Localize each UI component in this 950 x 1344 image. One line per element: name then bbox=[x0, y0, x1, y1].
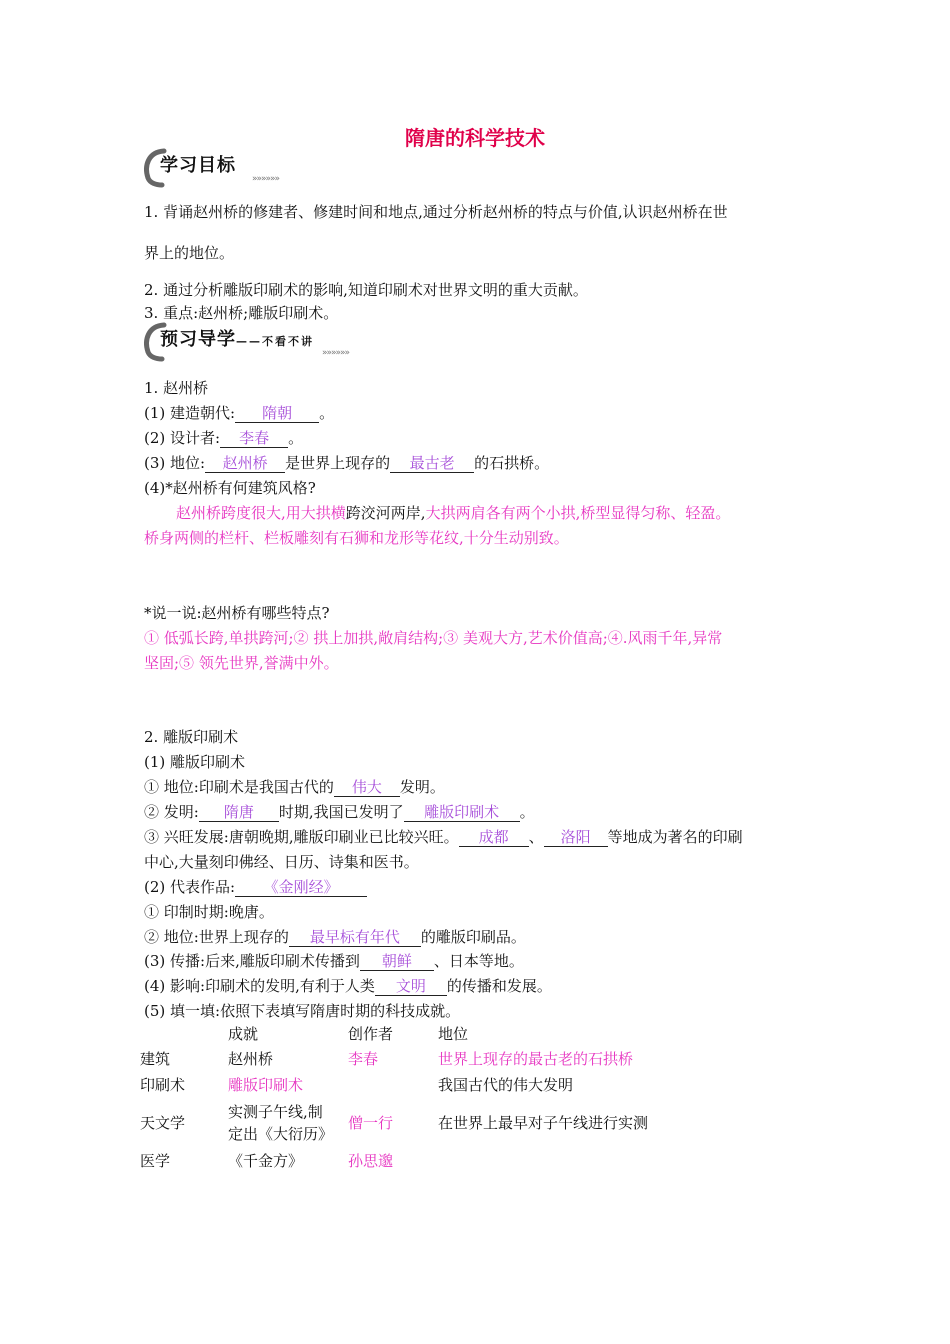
goal-line-1: 1. 背诵赵州桥的修建者、修建时间和地点,通过分析赵州桥的特点与价值,认识赵州桥在世 bbox=[144, 203, 728, 221]
answer: 李春 bbox=[239, 429, 270, 447]
answer: 赵州桥 bbox=[222, 454, 268, 472]
answer-blank bbox=[334, 778, 400, 797]
answer-blank bbox=[235, 404, 319, 423]
label: (2) 代表作品: bbox=[144, 878, 236, 896]
text: 的雕版印刷品。 bbox=[420, 928, 526, 946]
answer-blank bbox=[220, 429, 288, 448]
text: 。 bbox=[519, 803, 535, 821]
answer-blank bbox=[205, 454, 285, 473]
table-cell-status: 我国古代的伟大发明 bbox=[438, 1076, 574, 1094]
arrow-decoration-icon: »»»»»» bbox=[252, 174, 280, 184]
q1-dynasty bbox=[144, 403, 334, 423]
say-answer-1: ① 低弧长跨,单拱跨河;② 拱上加拱,敞肩结构;③ 美观大方,艺术价值高;④.风雨千年,异常 bbox=[144, 629, 723, 647]
table-row bbox=[140, 1148, 698, 1174]
q2-sub2 bbox=[144, 877, 367, 897]
table-cell-creator bbox=[348, 1072, 438, 1098]
tech-achievements-table bbox=[140, 1022, 698, 1174]
text: 时期,我国已发明了 bbox=[278, 803, 404, 821]
answer: 大拱两肩各有两个小拱,桥型显得匀称、轻盈。 bbox=[425, 504, 731, 522]
q2-line-5 bbox=[144, 927, 526, 947]
text: (3) 传播:后来,雕版印刷术传播到 bbox=[144, 952, 360, 970]
text: 的石拱桥。 bbox=[474, 454, 550, 472]
text: 、 bbox=[528, 828, 544, 846]
text: 发明。 bbox=[399, 778, 445, 796]
punct: 。 bbox=[319, 404, 335, 422]
section-badge-goals bbox=[142, 148, 282, 188]
table-cell-field: 印刷术 bbox=[140, 1076, 186, 1094]
table-cell-creator: 僧一行 bbox=[348, 1114, 394, 1132]
table-row bbox=[140, 1098, 698, 1148]
table-cell-creator: 李春 bbox=[348, 1050, 379, 1068]
answer-blank bbox=[199, 803, 279, 822]
text: (4) 影响:印刷术的发明,有利于人类 bbox=[144, 977, 375, 995]
table-cell-status: 在世界上最早对子午线进行实测 bbox=[438, 1114, 649, 1132]
table-row bbox=[140, 1046, 698, 1072]
table-header-row bbox=[140, 1022, 698, 1046]
q2-line-1 bbox=[144, 777, 445, 797]
section-heading-main: 预习导学 bbox=[160, 329, 236, 350]
label: (2) 设计者: bbox=[144, 429, 221, 447]
text: 、日本等地。 bbox=[433, 952, 524, 970]
table-cell-achievement: 《千金方》 bbox=[228, 1152, 304, 1170]
section-badge-preview bbox=[142, 322, 372, 362]
section-heading-sub: ——不看不讲 bbox=[236, 335, 314, 348]
label: (3) 地位: bbox=[144, 454, 206, 472]
answer: 最早标有年代 bbox=[309, 928, 400, 946]
section-heading bbox=[160, 325, 314, 351]
goal-line-2: 界上的地位。 bbox=[144, 244, 235, 262]
table-header-cell: 地位 bbox=[438, 1025, 469, 1043]
table-cell-achievement bbox=[228, 1098, 348, 1148]
text: 等地成为著名的印刷 bbox=[607, 828, 743, 846]
section-heading: 学习目标 bbox=[160, 155, 236, 176]
label: (1) 建造朝代: bbox=[144, 404, 236, 422]
answer-blank bbox=[375, 977, 447, 996]
answer-blank bbox=[360, 952, 434, 971]
text: 的传播和发展。 bbox=[446, 977, 552, 995]
text: ① 地位:印刷术是我国古代的 bbox=[144, 778, 334, 796]
q1-title: 1. 赵州桥 bbox=[144, 379, 209, 397]
table-header-cell: 创作者 bbox=[348, 1025, 394, 1043]
q2-sub1: (1) 雕版印刷术 bbox=[144, 753, 246, 771]
table-cell-status: 世界上现存的最古老的石拱桥 bbox=[438, 1050, 634, 1068]
achievement-line: 实测子午线,制 bbox=[228, 1103, 323, 1121]
text: 是世界上现存的 bbox=[285, 454, 391, 472]
achievement-line: 定出《大衍历》 bbox=[228, 1125, 334, 1143]
q2-line-2 bbox=[144, 802, 535, 822]
q2-line-7 bbox=[144, 976, 552, 996]
answer: 隋朝 bbox=[262, 404, 293, 422]
q1-style-answer-2: 桥身两侧的栏杆、栏板雕刻有石狮和龙形等花纹,十分生动别致。 bbox=[144, 529, 569, 547]
q1-style-answer-1 bbox=[176, 503, 730, 523]
q1-position bbox=[144, 453, 549, 473]
answer: 雕版印刷术 bbox=[424, 803, 500, 821]
page-title: 隋唐的科学技术 bbox=[405, 126, 545, 150]
table-header-cell: 成就 bbox=[228, 1025, 259, 1043]
answer: 赵州桥跨度很大,用大拱横 bbox=[176, 504, 346, 522]
table-cell-creator: 孙思邈 bbox=[348, 1152, 394, 1170]
goal-line-3: 2. 通过分析雕版印刷术的影响,知道印刷术对世界文明的重大贡献。 bbox=[144, 281, 588, 299]
table-cell-field: 天文学 bbox=[140, 1114, 186, 1132]
q2-line-6 bbox=[144, 951, 524, 971]
q2-title: 2. 雕版印刷术 bbox=[144, 728, 239, 746]
answer: 成都 bbox=[478, 828, 509, 846]
text: 跨洨河两岸, bbox=[345, 504, 426, 522]
q2-line-8: (5) 填一填:依照下表填写隋唐时期的科技成就。 bbox=[144, 1002, 461, 1020]
answer-blank bbox=[404, 803, 520, 822]
punct: 。 bbox=[288, 429, 304, 447]
text: ③ 兴旺发展:唐朝晚期,雕版印刷业已比较兴旺。 bbox=[144, 828, 459, 846]
answer: 洛阳 bbox=[560, 828, 591, 846]
arrow-decoration-icon: »»»»»» bbox=[322, 348, 350, 358]
answer: 朝鲜 bbox=[381, 952, 412, 970]
answer-blank bbox=[289, 928, 421, 947]
q1-style-question: (4)*赵州桥有何建筑风格? bbox=[144, 479, 316, 497]
table-row bbox=[140, 1072, 698, 1098]
answer-blank bbox=[544, 828, 608, 847]
answer-blank bbox=[459, 828, 529, 847]
q2-line-3 bbox=[144, 827, 743, 847]
q1-designer bbox=[144, 428, 303, 448]
table-cell-field: 建筑 bbox=[140, 1050, 171, 1068]
answer-blank bbox=[235, 878, 367, 897]
answer: 隋唐 bbox=[223, 803, 254, 821]
text: ② 地位:世界上现存的 bbox=[144, 928, 289, 946]
text: ② 发明: bbox=[144, 803, 199, 821]
q2-line-4: ① 印制时期:晚唐。 bbox=[144, 903, 274, 921]
answer: 伟大 bbox=[351, 778, 382, 796]
table-cell-field: 医学 bbox=[140, 1152, 171, 1170]
goal-line-4: 3. 重点:赵州桥;雕版印刷术。 bbox=[144, 304, 339, 322]
table-cell-achievement: 赵州桥 bbox=[228, 1050, 274, 1068]
answer: 文明 bbox=[395, 977, 426, 995]
table-cell-status bbox=[438, 1148, 698, 1174]
q2-line-3b: 中心,大量刻印佛经、日历、诗集和医书。 bbox=[144, 853, 419, 871]
answer: 《金刚经》 bbox=[263, 878, 339, 896]
say-question: *说一说:赵州桥有哪些特点? bbox=[144, 604, 330, 622]
table-cell-achievement: 雕版印刷术 bbox=[228, 1076, 304, 1094]
table-header-cell bbox=[140, 1022, 228, 1046]
answer: 最古老 bbox=[409, 454, 455, 472]
answer-blank bbox=[390, 454, 474, 473]
say-answer-2: 坚固;⑤ 领先世界,誉满中外。 bbox=[144, 654, 339, 672]
